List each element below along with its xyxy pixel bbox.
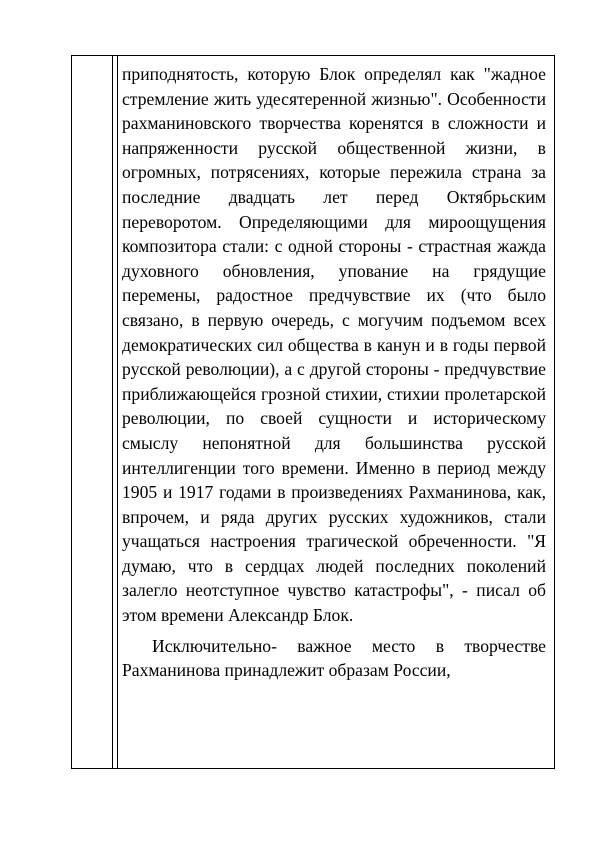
table-narrow-column: [113, 56, 115, 768]
table-text-cell: [117, 56, 554, 768]
paragraph-1: приподнятость, которую Блок определял как "жадное стремление жить удесятеренной жизнью". Особенности рахманиновского творчества коренятся в сложности и напряженности русской общественной жизни, в огромных, потрясениях, которые пережила страна за последние двадцать лет перед Октябрьским переворотом. Определяющими для мироощущения композитора стали: с одной стороны - страстная жажда духовного обновления, упование на грядущие перемены, радостное предчувствие их (что было связано, в первую очередь, с могучим подъемом всех демократических сил общества в канун и в годы первой русской революции), а с другой стороны - предчувствие приближающейся грозной стихии, стихии пролетарской революции, по своей сущности и историческому смыслу непонятной для большинства русской интеллигенции того времени. Именно в период между 1905 и 1917 годами в произведениях Рахманинова, как, впрочем, и ряда других русских художников, стали учащаться настроения трагической обреченности. "Я думаю, что в сердцах людей последних поколений залегло неотступное чувство катастрофы", - писал об этом времени Александр Блок.: [122, 64, 546, 626]
document-table: [71, 55, 555, 769]
paragraph-2: Исключительно- важное место в творчестве Рахманинова принадлежит образам России,: [122, 635, 546, 681]
table-left-column: [72, 56, 113, 768]
